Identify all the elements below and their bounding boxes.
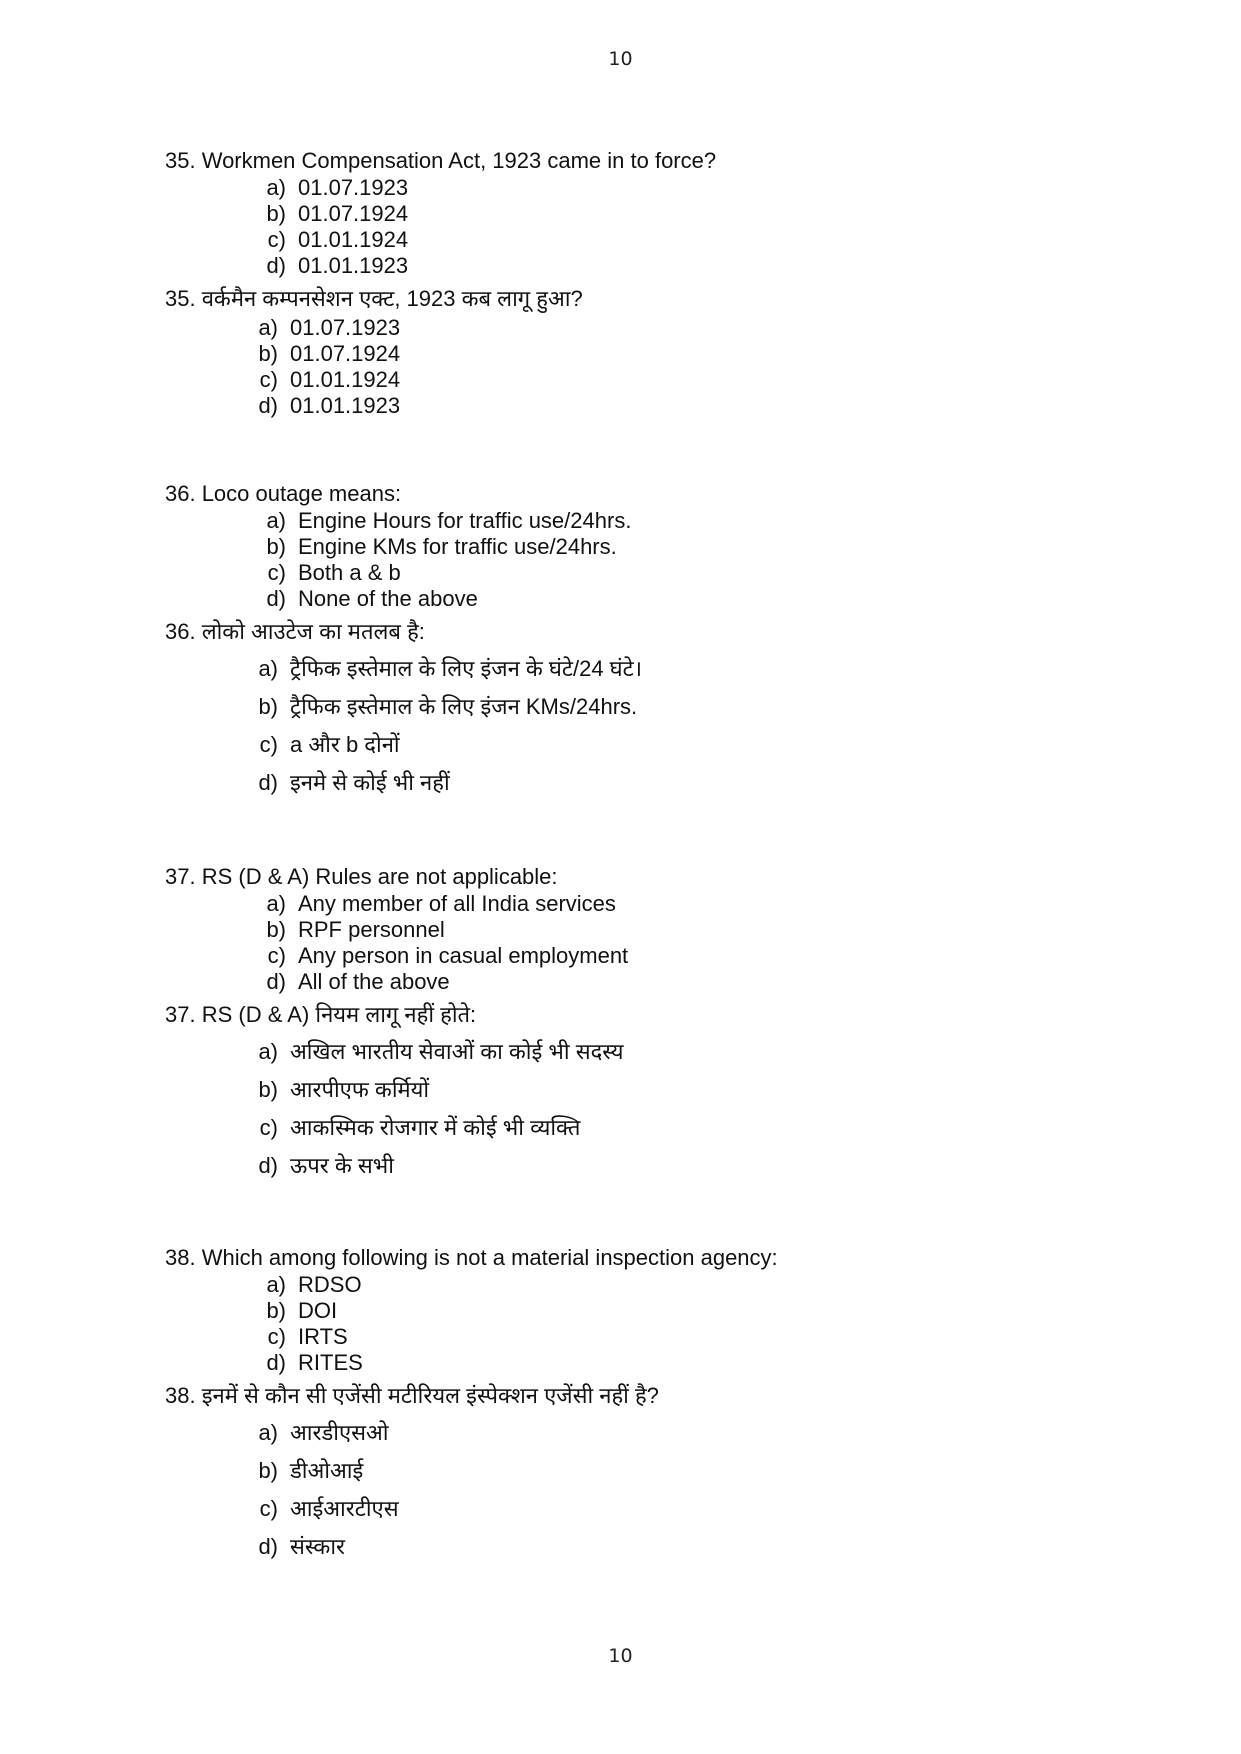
question-38-hindi-options: [240, 1414, 399, 1566]
option-text: IRTS: [298, 1324, 348, 1349]
option-b: [240, 1071, 624, 1109]
option-text: RDSO: [298, 1272, 362, 1297]
option-label: a): [258, 656, 278, 681]
option-c: [248, 1324, 363, 1350]
option-label: d): [258, 1534, 278, 1559]
option-text: इनमे से कोई भी नहीं: [290, 770, 450, 795]
option-label: c): [267, 560, 286, 585]
option-label: b): [258, 694, 278, 719]
question-37-hindi-text: 37. RS (D & A) नियम लागू नहीं होते:: [165, 1002, 477, 1027]
option-label: a): [258, 315, 278, 340]
option-text: RITES: [298, 1350, 363, 1375]
question-36-english-text: 36. Loco outage means:: [165, 481, 402, 506]
option-text: DOI: [298, 1298, 338, 1323]
question-36-hindi-options: [240, 650, 642, 802]
question-38-english-options: [248, 1272, 363, 1376]
question-35-english-text: 35. Workmen Compensation Act, 1923 came in to force?: [165, 148, 717, 173]
option-text: 01.01.1924: [298, 227, 409, 252]
option-label: a): [266, 1272, 286, 1297]
option-label: b): [266, 1298, 286, 1323]
option-b: [248, 917, 628, 943]
option-d: [240, 764, 642, 802]
option-a: [248, 1272, 363, 1298]
option-b: [240, 1452, 399, 1490]
option-label: a): [258, 1420, 278, 1445]
option-label: d): [266, 586, 286, 611]
option-c: [248, 227, 408, 253]
option-b: [248, 534, 631, 560]
option-text: Any person in casual employment: [298, 943, 629, 968]
option-text: ऊपर के सभी: [290, 1153, 394, 1178]
option-label: d): [258, 393, 278, 418]
option-a: [240, 315, 400, 341]
option-d: [248, 586, 631, 612]
option-a: [248, 175, 408, 201]
option-text: 01.07.1923: [290, 315, 401, 340]
option-text: Both a & b: [298, 560, 401, 585]
question-38-hindi-text: 38. इनमें से कौन सी एजेंसी मटीरियल इंस्पेक्शन एजेंसी नहीं है?: [165, 1383, 659, 1408]
header-page-number: 10: [608, 48, 633, 70]
option-label: c): [267, 227, 286, 252]
option-label: c): [267, 943, 286, 968]
option-label: c): [259, 367, 278, 392]
option-text: आरडीएसओ: [290, 1420, 389, 1445]
question-35-hindi-text: 35. वर्कमैन कम्पनसेशन एक्ट, 1923 कब लागू हुआ?: [165, 286, 583, 311]
option-label: d): [266, 253, 286, 278]
option-text: a और b दोनों: [290, 732, 400, 757]
option-d: [240, 1528, 399, 1566]
option-c: [240, 726, 642, 764]
option-a: [248, 508, 631, 534]
footer-page-number: 10: [608, 1645, 633, 1667]
option-label: b): [266, 201, 286, 226]
option-d: [240, 1147, 624, 1185]
option-c: [240, 1109, 624, 1147]
question-36-hindi-text: 36. लोको आउटेज का मतलब है:: [165, 619, 425, 644]
option-c: [248, 560, 631, 586]
question-36-english-options: [248, 508, 631, 612]
option-label: c): [259, 1496, 278, 1521]
option-c: [240, 1490, 399, 1528]
option-d: [248, 253, 408, 279]
option-text: 01.01.1923: [298, 253, 409, 278]
option-text: None of the above: [298, 586, 478, 611]
option-b: [240, 341, 400, 367]
option-text: Engine KMs for traffic use/24hrs.: [298, 534, 617, 559]
option-text: आकस्मिक रोजगार में कोई भी व्यक्ति: [290, 1115, 581, 1140]
option-label: b): [258, 1458, 278, 1483]
option-text: 01.07.1924: [298, 201, 409, 226]
option-text: 01.07.1923: [298, 175, 409, 200]
option-text: 01.01.1924: [290, 367, 401, 392]
option-label: c): [259, 1115, 278, 1140]
option-b: [240, 688, 642, 726]
option-text: Any member of all India services: [298, 891, 616, 916]
option-d: [248, 969, 628, 995]
option-label: a): [266, 508, 286, 533]
option-text: RPF personnel: [298, 917, 445, 942]
option-d: [240, 393, 400, 419]
option-a: [248, 891, 628, 917]
option-label: c): [259, 732, 278, 757]
option-label: c): [267, 1324, 286, 1349]
option-label: a): [258, 1039, 278, 1064]
option-d: [248, 1350, 363, 1376]
question-37-english-text: 37. RS (D & A) Rules are not applicable:: [165, 864, 558, 889]
option-text: 01.07.1924: [290, 341, 401, 366]
option-label: b): [258, 341, 278, 366]
option-text: 01.01.1923: [290, 393, 401, 418]
option-b: [248, 1298, 363, 1324]
question-35-english-options: [248, 175, 408, 279]
option-text: All of the above: [298, 969, 450, 994]
question-37-hindi-options: [240, 1033, 624, 1185]
option-text: डीओआई: [290, 1458, 364, 1483]
option-c: [248, 943, 628, 969]
option-label: a): [266, 175, 286, 200]
option-text: ट्रैफिक इस्तेमाल के लिए इंजन के घंटे/24 घंटे।: [290, 656, 643, 681]
option-label: d): [258, 1153, 278, 1178]
option-text: Engine Hours for traffic use/24hrs.: [298, 508, 632, 533]
option-label: d): [266, 1350, 286, 1375]
option-label: b): [266, 917, 286, 942]
question-37-english-options: [248, 891, 628, 995]
option-a: [240, 650, 642, 688]
option-label: a): [266, 891, 286, 916]
option-label: d): [266, 969, 286, 994]
option-label: b): [266, 534, 286, 559]
question-38-english-text: 38. Which among following is not a material inspection agency:: [165, 1245, 778, 1270]
question-35-hindi-options: [240, 315, 400, 419]
option-text: अखिल भारतीय सेवाओं का कोई भी सदस्य: [290, 1039, 624, 1064]
option-text: आरपीएफ कर्मियों: [290, 1077, 430, 1102]
option-a: [240, 1414, 399, 1452]
option-label: d): [258, 770, 278, 795]
option-text: आईआरटीएस: [290, 1496, 399, 1521]
option-text: संस्कार: [290, 1534, 346, 1559]
option-a: [240, 1033, 624, 1071]
option-b: [248, 201, 408, 227]
option-label: b): [258, 1077, 278, 1102]
option-text: ट्रैफिक इस्तेमाल के लिए इंजन KMs/24hrs.: [290, 694, 638, 719]
option-c: [240, 367, 400, 393]
